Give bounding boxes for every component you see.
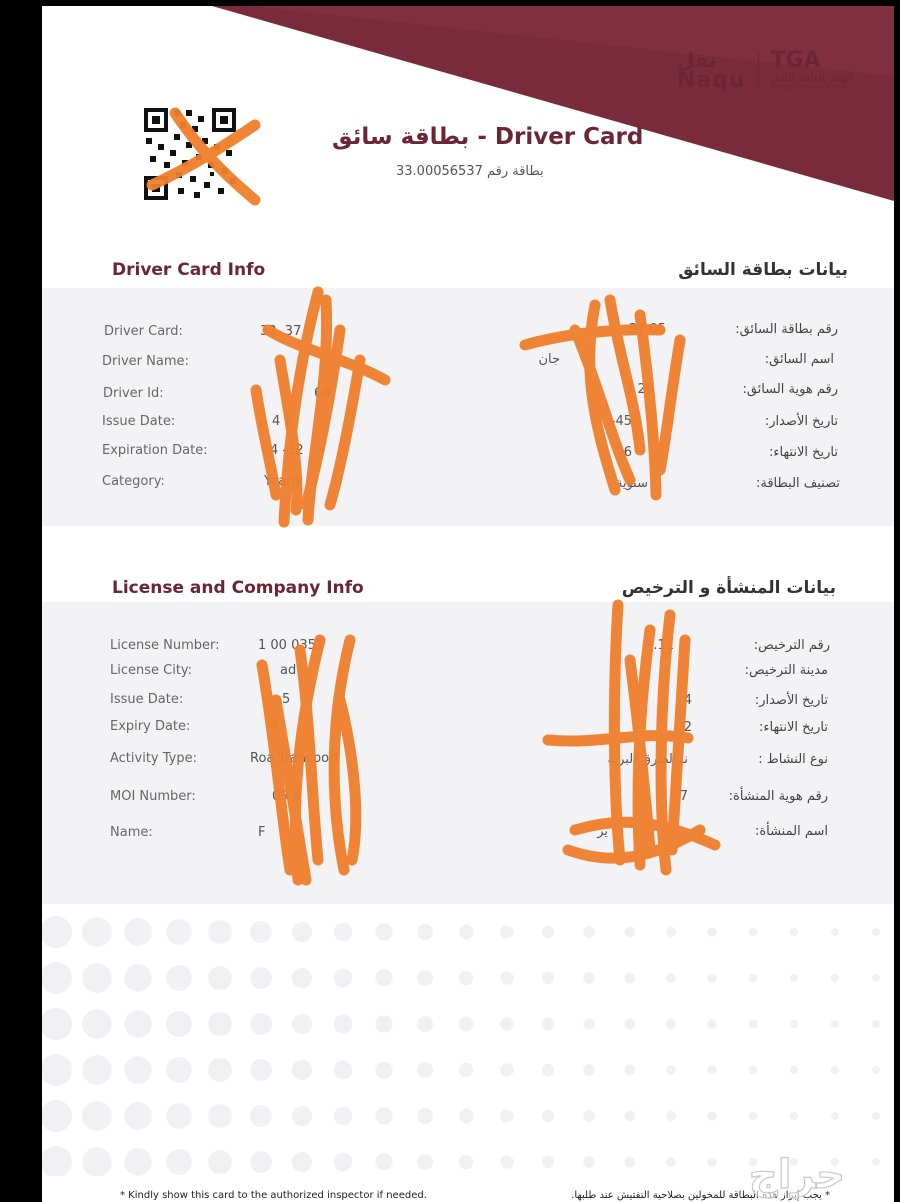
pattern-dot — [749, 1066, 758, 1075]
label-issue-date: Issue Date: — [102, 414, 176, 429]
value-ar-expiry-date: 2 — [683, 720, 692, 735]
card-number: بطاقة رقم 33.00056537 — [396, 164, 544, 179]
pattern-dot — [166, 919, 192, 945]
label-ar-license-city: مدينة الترخيص: — [744, 663, 828, 678]
pattern-dot — [749, 928, 758, 937]
footer-note-ar: * يجب إبراز هذه البطاقة للمخولين بصلاحية التفتيش عند طلبها. — [571, 1190, 830, 1201]
pattern-dot — [707, 927, 716, 936]
label-name: Name: — [110, 825, 153, 840]
value-issue-date: 4 2- — [272, 414, 298, 429]
pattern-dot — [583, 926, 594, 937]
value-license-city: ad — [280, 663, 297, 678]
label-ar-expiration-date: تاريخ الانتهاء: — [768, 445, 838, 460]
svg-text:حراج: حراج — [748, 1152, 846, 1198]
pattern-dot — [166, 1149, 192, 1175]
pattern-dot — [500, 1109, 513, 1122]
pattern-dot — [666, 1111, 676, 1121]
pattern-dot — [82, 917, 112, 947]
value-ar-expiration-date: 6- — [619, 445, 632, 460]
pattern-dot — [872, 1020, 880, 1028]
pattern-dot — [124, 1010, 152, 1038]
footer-note-en: * Kindly show this card to the authorized inspector if needed. — [120, 1190, 427, 1201]
pattern-dot — [375, 969, 392, 986]
pattern-dot — [542, 1156, 554, 1168]
label-driver-card: Driver Card: — [104, 324, 183, 339]
value-ar-driver-id: 26 3 — [625, 382, 654, 397]
pattern-dot — [459, 1109, 474, 1124]
pattern-dot — [292, 1106, 312, 1126]
pattern-dot — [707, 1019, 716, 1028]
pattern-dot — [124, 1056, 152, 1084]
value-activity-type: Roa Transport — [250, 751, 340, 766]
label-ar-issue-date: تاريخ الأصدار: — [764, 414, 838, 429]
pattern-dot — [583, 1018, 594, 1029]
pattern-dot — [542, 972, 554, 984]
pattern-dot — [42, 1100, 72, 1132]
pattern-dot — [583, 1156, 594, 1167]
pattern-dot — [500, 925, 513, 938]
value-ar-driver-name: جان — [538, 352, 560, 367]
pattern-dot — [375, 1153, 392, 1170]
pattern-dot — [542, 1018, 554, 1030]
pattern-dot — [42, 916, 72, 948]
pattern-dot — [542, 1110, 554, 1122]
pattern-dot — [831, 974, 839, 982]
pattern-dot — [208, 920, 232, 944]
pattern-dot — [790, 1020, 798, 1028]
label-ar-license-issue-date: تاريخ الأصدار: — [754, 693, 828, 708]
label-ar-driver-id: رقم هوية السائق: — [742, 382, 838, 397]
value-ar-license-issue-date: 4 — [683, 693, 692, 708]
pattern-dot — [82, 1009, 112, 1039]
pattern-dot — [82, 1147, 112, 1176]
pattern-dot — [250, 1013, 272, 1035]
license-section-title-en: License and Company Info — [112, 578, 364, 598]
pattern-dot — [790, 974, 798, 982]
pattern-dot — [831, 1020, 839, 1028]
pattern-dot — [459, 1017, 474, 1032]
dot-pattern-background — [42, 906, 894, 1176]
label-expiry-date: Expiry Date: — [110, 719, 191, 734]
pattern-dot — [666, 1065, 676, 1075]
pattern-dot — [831, 1112, 839, 1120]
pattern-dot — [790, 928, 798, 936]
pattern-dot — [749, 1020, 758, 1029]
pattern-dot — [124, 964, 152, 992]
pattern-dot — [707, 973, 716, 982]
pattern-dot — [872, 928, 880, 936]
pattern-dot — [334, 1153, 353, 1172]
pattern-dot — [790, 1066, 798, 1074]
pattern-dot — [208, 966, 232, 990]
pattern-dot — [707, 1065, 716, 1074]
pattern-dot — [292, 1152, 312, 1172]
pattern-dot — [625, 973, 636, 984]
pattern-dot — [831, 1066, 839, 1074]
label-driver-name: Driver Name: — [102, 354, 189, 369]
pattern-dot — [166, 1011, 192, 1037]
qr-code — [142, 106, 238, 202]
pattern-dot — [82, 1101, 112, 1131]
pattern-dot — [625, 1111, 636, 1122]
pattern-dot — [334, 1015, 353, 1034]
pattern-dot — [790, 1112, 798, 1120]
pattern-dot — [872, 974, 880, 982]
pattern-dot — [250, 1105, 272, 1127]
pattern-dot — [417, 1154, 433, 1170]
label-ar-driver-name: اسم السائق: — [764, 352, 834, 367]
label-ar-activity-type: نوع النشاط : — [758, 752, 828, 767]
pattern-dot — [417, 1062, 433, 1078]
pattern-dot — [583, 1064, 594, 1075]
value-ar-driver-card: 05 37 — [628, 322, 666, 337]
pattern-dot — [666, 1019, 676, 1029]
label-expiration-date: Expiration Date: — [102, 443, 208, 458]
value-name: F — [258, 825, 266, 840]
pattern-dot — [625, 1157, 636, 1168]
label-activity-type: Activity Type: — [110, 751, 197, 766]
label-ar-license-number: رقم الترخيص: — [753, 638, 830, 653]
pattern-dot — [500, 971, 513, 984]
pattern-dot — [500, 1017, 513, 1030]
logos — [677, 50, 854, 92]
pattern-dot — [666, 973, 676, 983]
value-license-issue-date: 5 — [282, 692, 291, 707]
pattern-dot — [292, 1014, 312, 1034]
pattern-dot — [459, 1063, 474, 1078]
page-title: بطاقة سائق - Driver Card — [332, 124, 644, 150]
pattern-dot — [334, 923, 353, 942]
label-license-number: License Number: — [110, 638, 220, 653]
pattern-dot — [583, 1110, 594, 1121]
label-ar-moi-number: رقم هوية المنشأة: — [728, 789, 828, 804]
pattern-dot — [375, 1107, 392, 1124]
pattern-dot — [250, 1151, 272, 1173]
value-driver-card: 33. 37 — [260, 324, 302, 339]
pattern-dot — [625, 927, 636, 938]
pattern-dot — [208, 1150, 232, 1174]
pattern-dot — [417, 1016, 433, 1032]
value-ar-license-number: 11. — [653, 638, 674, 653]
label-ar-driver-card: رقم بطاقة السائق: — [735, 322, 838, 337]
value-ar-category: سنوية — [615, 476, 648, 491]
pattern-dot — [583, 972, 594, 983]
pattern-dot — [208, 1104, 232, 1128]
pattern-dot — [666, 927, 676, 937]
pattern-dot — [749, 1112, 758, 1121]
pattern-dot — [208, 1058, 232, 1082]
pattern-dot — [250, 1059, 272, 1081]
pattern-dot — [459, 971, 474, 986]
tga-logo: TGA الهيئة العامة للنقل Transport General Authority — [770, 48, 854, 91]
value-license-number: 1 00 0351 — [258, 638, 325, 653]
pattern-dot — [375, 1061, 392, 1078]
pattern-dot — [417, 1108, 433, 1124]
pattern-dot — [42, 1054, 72, 1086]
pattern-dot — [166, 1057, 192, 1083]
pattern-dot — [292, 922, 312, 942]
label-license-city: License City: — [110, 663, 193, 678]
pattern-dot — [500, 1155, 513, 1168]
pattern-dot — [250, 967, 272, 989]
pattern-dot — [625, 1065, 636, 1076]
pattern-dot — [872, 1112, 880, 1120]
pattern-dot — [42, 1146, 72, 1176]
pattern-dot — [707, 1111, 716, 1120]
pattern-dot — [292, 1060, 312, 1080]
pattern-dot — [749, 974, 758, 983]
value-ar-issue-date: 45- — [610, 414, 632, 429]
pattern-dot — [375, 1015, 392, 1032]
pattern-dot — [375, 923, 392, 940]
haraj-watermark — [702, 1148, 892, 1200]
pattern-dot — [334, 1107, 353, 1126]
pattern-dot — [166, 965, 192, 991]
pattern-dot — [82, 963, 112, 993]
value-category: Yearly — [264, 474, 303, 489]
pattern-dot — [542, 1064, 554, 1076]
pattern-dot — [417, 970, 433, 986]
pattern-dot — [166, 1103, 192, 1129]
pattern-dot — [42, 962, 72, 994]
pattern-dot — [292, 968, 312, 988]
label-category: Category: — [102, 474, 165, 489]
pattern-dot — [500, 1063, 513, 1076]
pattern-dot — [82, 1055, 112, 1085]
pattern-dot — [124, 918, 152, 946]
pattern-dot — [459, 925, 474, 940]
value-expiration-date: 4 -12 — [270, 443, 304, 458]
pattern-dot — [872, 1066, 880, 1074]
value-driver-id: 68 — [314, 386, 331, 401]
driver-card-document — [42, 6, 894, 1202]
label-ar-category: تصنيف البطاقة: — [755, 476, 840, 491]
logo-separator — [758, 51, 759, 91]
pattern-dot — [417, 924, 433, 940]
pattern-dot — [42, 1008, 72, 1040]
label-moi-number: MOI Number: — [110, 789, 196, 804]
label-ar-name: اسم المنشأة: — [754, 824, 828, 839]
value-expiry-date: 4 — [270, 719, 279, 734]
value-moi-number: 09 8 — [272, 789, 301, 804]
value-ar-moi-number: 7 — [679, 789, 688, 804]
pattern-dot — [124, 1148, 152, 1176]
license-section-title-ar: بيانات المنشأة و الترخيص — [621, 578, 836, 598]
pattern-dot — [542, 926, 554, 938]
pattern-dot — [208, 1012, 232, 1036]
label-driver-id: Driver Id: — [103, 386, 164, 401]
pattern-dot — [666, 1157, 676, 1167]
driver-section-title-ar: بيانات بطاقة السائق — [678, 260, 848, 280]
pattern-dot — [124, 1102, 152, 1130]
pattern-dot — [334, 1061, 353, 1080]
driver-section-title-en: Driver Card Info — [112, 260, 266, 280]
pattern-dot — [625, 1019, 636, 1030]
label-license-issue-date: Issue Date: — [110, 692, 184, 707]
pattern-dot — [831, 928, 839, 936]
label-ar-expiry-date: تاريخ الانتهاء: — [758, 720, 828, 735]
value-ar-name: ير — [597, 824, 608, 839]
pattern-dot — [459, 1155, 474, 1170]
pattern-dot — [250, 921, 272, 943]
naqu-logo: نقل Naqu — [676, 48, 746, 93]
pattern-dot — [334, 969, 353, 988]
value-ar-activity-type: نـ الطرق البرية — [607, 752, 688, 767]
